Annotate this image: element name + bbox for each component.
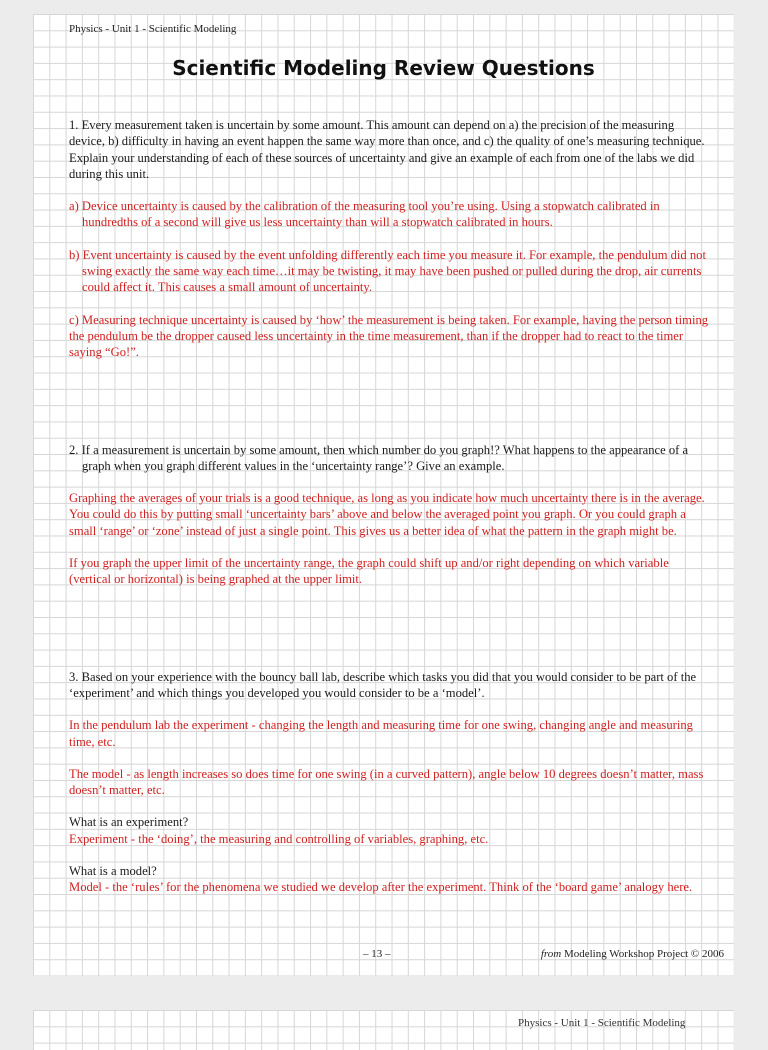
- answer-1c: c) Measuring technique uncertainty is caused by ‘how’ the measurement is being taken. For example, having the person timing the pendulum be the dropper caused less uncertainty in the time measurement, than if the dropper had to react to the timer saying “Go!”.: [69, 312, 709, 360]
- sub-question-model: What is a model?: [69, 864, 157, 879]
- question-3: 3. Based on your experience with the bouncy ball lab, describe which tasks you did that you would consider to be part of the ‘experiment’ and which things you developed you would consider to be a ‘model’.: [69, 669, 697, 700]
- sub-answer-model: Model - the ‘rules’ for the phenomena we studied we develop after the experiment. Think of the ‘board game’ analogy here.: [69, 880, 693, 895]
- answer-2-upper-limit: If you graph the upper limit of the uncertainty range, the graph could shift up and/or right depending on which variable (vertical or horizontal) is being graphed at the upper limit.: [69, 556, 669, 587]
- page-title: Scientific Modeling Review Questions: [172, 56, 595, 80]
- worksheet-page: [33, 14, 734, 976]
- questions-content: [69, 117, 709, 896]
- footer-credit-text: Modeling Workshop Project © 2006: [563, 948, 724, 960]
- page-header: Physics - Unit 1 - Scientific Modeling: [69, 23, 237, 35]
- next-page-preview: [33, 1010, 734, 1050]
- answer-3-experiment: In the pendulum lab the experiment - changing the length and measuring time for one swing, changing angle and measuring time, etc.: [69, 718, 693, 749]
- sub-answer-experiment: Experiment - the ‘doing’, the measuring and controlling of variables, graphing, etc.: [69, 831, 489, 846]
- answer-3-model: The model - as length increases so does time for one swing (in a curved pattern), angle below 10 degrees doesn’t matter, mass doesn’t matter, etc.: [69, 766, 704, 798]
- answer-1b: b) Event uncertainty is caused by the event unfolding differently each time you measure it. For example, the pendulum did not swing exactly the same way each time…it may be twisting, it may have been pushed or pulled during the drop, air currents could affect it. This causes a small amount of uncertainty.: [69, 247, 706, 295]
- question-1: 1. Every measurement taken is uncertain by some amount. This amount can depend on a) the precision of the measuring device, b) difficulty in having an event happen the same way more than once, and c) the quality of one’s measuring technique. Explain your understanding of each of these sources of uncertainty and give an example of each from one of the labs we did during this unit.: [69, 118, 705, 181]
- question-2: 2. If a measurement is uncertain by some amount, then which number do you graph!? What happens to the appearance of a graph when you graph different values in the ‘uncertainty range’? Give an example.: [69, 442, 689, 473]
- sub-question-experiment: What is an experiment?: [69, 815, 189, 830]
- page-number: – 13 –: [363, 948, 391, 960]
- answer-2-averages: Graphing the averages of your trials is a good technique, as long as you indicate how much uncertainty there is in the average. You could do this by putting small ‘uncertainty bars’ above and below the averaged point you graph. Or you could graph a small ‘range’ or ‘zone’ instead of just a single point. This gives us a better idea of what the pattern in the graph might be.: [69, 491, 705, 538]
- footer-credit: [541, 948, 724, 960]
- answer-1a: a) Device uncertainty is caused by the calibration of the measuring tool you’re using. Using a stopwatch calibrated in hundredths of a second will give us less uncertainty than will a stopwatch calibrated in hours.: [69, 199, 660, 230]
- footer-from: from: [540, 948, 562, 960]
- next-page-header: Physics - Unit 1 - Scientific Modeling: [518, 1017, 686, 1029]
